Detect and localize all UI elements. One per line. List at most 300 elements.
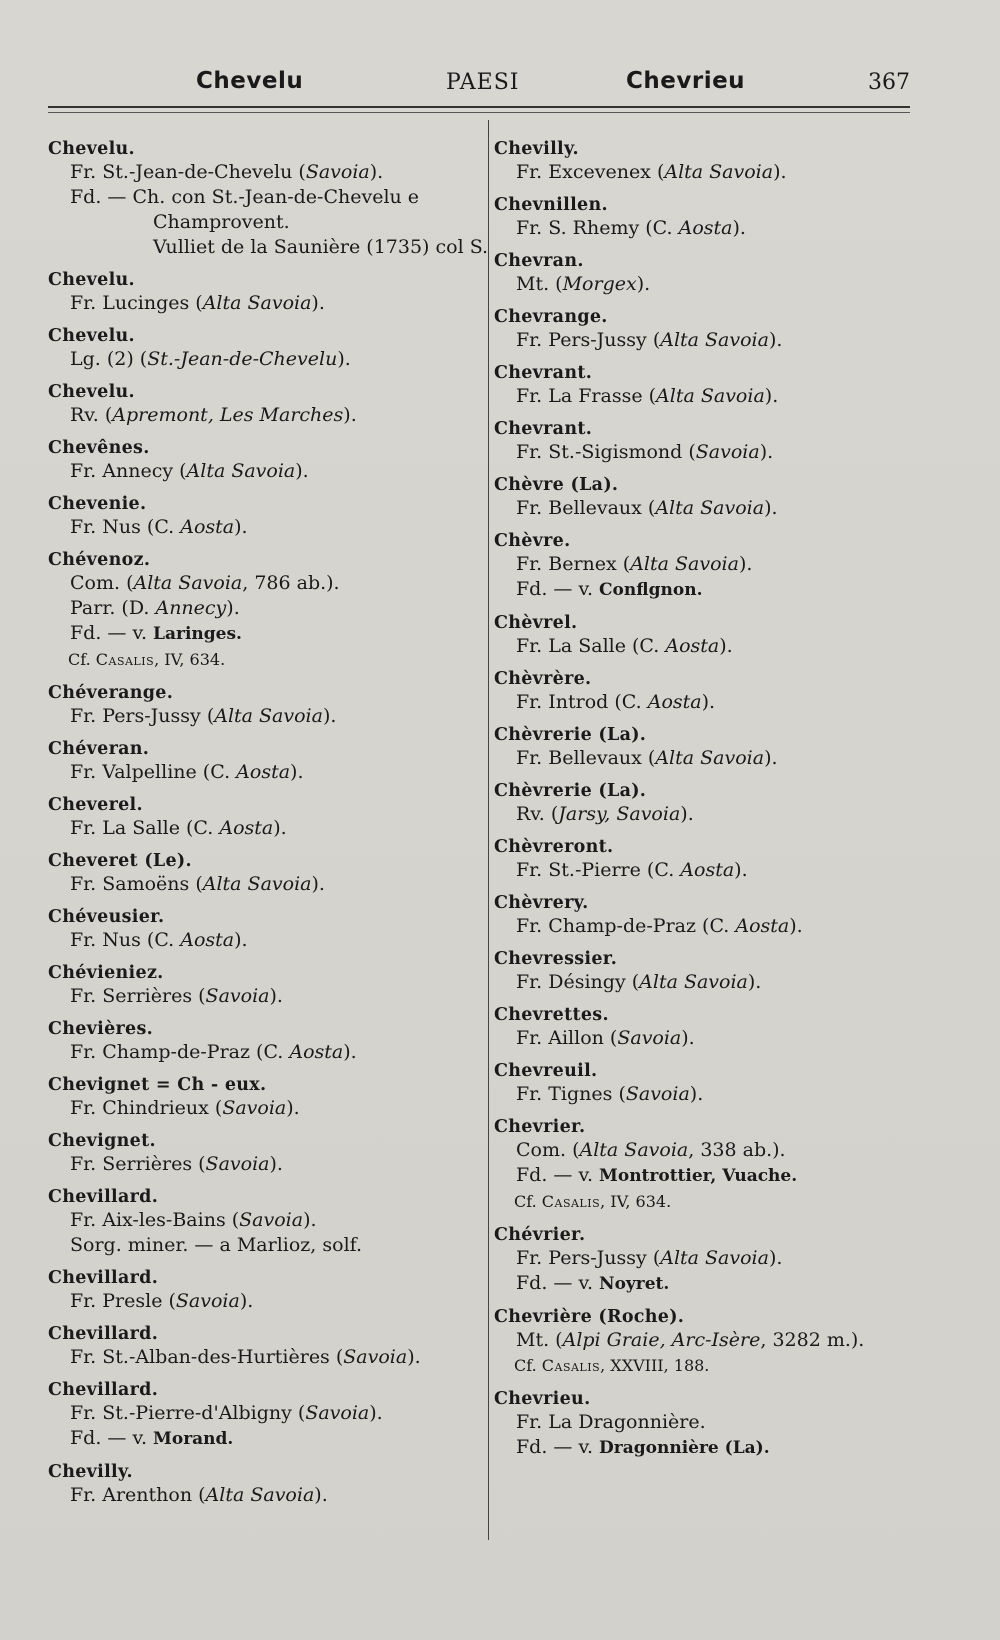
dictionary-entry	[48, 1018, 478, 1065]
line-text: Fr. Arenthon (	[70, 1484, 206, 1506]
line-text: ).	[337, 348, 351, 370]
line-text: Rv. (	[516, 803, 559, 825]
see-reference: Montrottier, Vuache.	[599, 1166, 798, 1186]
line-text: Fd. — Ch. con St.-Jean-de-Chevelu e	[70, 186, 420, 208]
line-text: Fr. Annecy (	[70, 460, 187, 482]
line-text: Fr. Bellevaux (	[516, 747, 656, 769]
line-text: Fr. St.-Jean-de-Chevelu (	[70, 161, 306, 183]
place-name: Alta Savoia	[664, 161, 774, 183]
place-name: Savoia	[343, 1346, 408, 1368]
entry-headword: Chevignet = Ch - eux.	[48, 1075, 267, 1095]
place-name: Alta Savoia	[655, 747, 765, 769]
dictionary-entry	[494, 1060, 924, 1107]
dictionary-entry	[48, 493, 478, 540]
see-reference: Conflgnon.	[599, 580, 703, 600]
line-text: Fr. Chindrieux (	[70, 1097, 223, 1119]
line-text: Fr. La Salle (C.	[516, 635, 666, 657]
entry-line	[494, 160, 924, 185]
place-name: Alta Savoia	[202, 292, 312, 314]
line-text: ).	[311, 873, 325, 895]
see-reference: Laringes.	[153, 624, 242, 644]
line-text: ).	[689, 1083, 704, 1105]
line-text: Fr. Aix-les-Bains (	[70, 1209, 240, 1231]
entry-headword: Chevran.	[494, 251, 584, 271]
line-text: , 3282 m.).	[760, 1329, 865, 1351]
line-text: Fr. Tignes (	[516, 1083, 626, 1105]
line-text: ).	[680, 803, 694, 825]
place-name: Savoia	[175, 1290, 240, 1312]
place-name: Alta Savoia	[214, 705, 323, 727]
see-reference: Dragonnière (La).	[599, 1438, 770, 1458]
line-text: ).	[764, 497, 778, 519]
entry-line	[48, 347, 478, 372]
entry-line	[494, 328, 924, 353]
line-text: ).	[681, 1027, 695, 1049]
line-text: Fr. Champ-de-Praz (C.	[516, 915, 736, 937]
dictionary-entry	[48, 381, 478, 428]
dictionary-entry	[48, 549, 478, 673]
place-name: Alpi Graie, Arc-Isère	[562, 1329, 761, 1351]
line-text: Fd. — v.	[516, 1164, 600, 1186]
line-text: Fr. Pers-Jussy (	[516, 1247, 661, 1269]
dictionary-entry	[48, 1461, 478, 1508]
dictionary-entry	[48, 138, 489, 260]
entry-line	[48, 571, 478, 596]
entry-headword: Chevrettes.	[494, 1005, 609, 1025]
entry-line	[48, 1483, 478, 1508]
place-name: Aosta	[219, 817, 274, 839]
entry-line	[48, 816, 478, 841]
entry-headword: Chevillard.	[48, 1324, 159, 1344]
entry-line	[48, 1096, 478, 1121]
place-name: Aosta	[678, 217, 733, 239]
entry-line	[48, 160, 478, 185]
line-text: Mt. (	[516, 1329, 563, 1351]
line-text: Fr. Lucinges (	[70, 292, 203, 314]
line-text: ).	[343, 404, 357, 426]
entry-headword: Chèvreront.	[494, 837, 614, 857]
line-text: ).	[273, 817, 287, 839]
entry-headword: Chèvrel.	[494, 613, 578, 633]
entry-headword: Chèvrery.	[494, 893, 589, 913]
place-name: Aosta	[647, 691, 702, 713]
entry-headword: Chevelu.	[48, 139, 135, 159]
header-rule-thin	[48, 112, 910, 113]
entry-headword: Chevrieu.	[494, 1389, 591, 1409]
entry-line	[48, 403, 478, 428]
line-text: ).	[764, 747, 778, 769]
line-text: Lg. (2) (	[70, 348, 148, 370]
entry-headword: Chèvrère.	[494, 669, 592, 689]
line-text: ).	[369, 1402, 383, 1424]
line-text: Fr. St.-Pierre (C.	[516, 859, 681, 881]
entry-headword: Chèvre (La).	[494, 475, 619, 495]
line-text: ).	[303, 1209, 317, 1231]
line-text: Fr. Presle (	[70, 1290, 176, 1312]
entry-headword: Chevelu.	[48, 382, 135, 402]
dictionary-entry	[48, 1130, 478, 1177]
line-text: Fr. St.-Pierre-d'Albigny (	[70, 1402, 306, 1424]
line-text: ).	[732, 217, 746, 239]
source-name: Casalis	[541, 1356, 601, 1375]
place-name: Savoia	[239, 1209, 304, 1231]
dictionary-entry	[494, 612, 924, 659]
dictionary-entry	[494, 362, 924, 409]
line-text: Fr. Désingy (	[516, 971, 640, 993]
dictionary-entry	[48, 325, 478, 372]
entry-line	[48, 760, 478, 785]
dictionary-entry	[494, 780, 924, 827]
entry-headword: Chevignet.	[48, 1131, 156, 1151]
place-name: Aosta	[735, 915, 790, 937]
entry-line	[494, 496, 924, 521]
entry-line	[494, 634, 924, 659]
dictionary-entry	[48, 1074, 478, 1121]
line-text: Vulliet de la Saunière (1735) col S.	[153, 236, 489, 258]
place-name: Alta Savoia	[205, 1484, 315, 1506]
dictionary-entry	[48, 1323, 478, 1370]
entry-line	[48, 291, 478, 316]
entry-line	[494, 1163, 924, 1189]
place-name: Alta Savoia	[655, 497, 765, 519]
line-text: Fr. Nus (C.	[70, 929, 181, 951]
header-left-guideword: Chevelu	[196, 68, 304, 94]
line-text: ).	[269, 1153, 283, 1175]
line-text: ).	[734, 859, 748, 881]
cross-reference	[494, 1353, 924, 1379]
place-name: Aosta	[236, 761, 291, 783]
place-name: Alta Savoia	[656, 385, 765, 407]
entry-headword: Chevressier.	[494, 949, 618, 969]
source-name: Casalis	[95, 650, 155, 669]
entry-headword: Chevillard.	[48, 1187, 159, 1207]
line-text: , XXVIII, 188.	[600, 1356, 710, 1375]
place-name: Aosta	[289, 1041, 344, 1063]
line-text: ).	[768, 1247, 783, 1269]
place-name: Savoia	[617, 1027, 682, 1049]
dictionary-entry	[494, 474, 924, 521]
line-text: ).	[269, 985, 283, 1007]
entry-line	[48, 210, 478, 235]
entry-headword: Chéverange.	[48, 683, 174, 703]
line-text: ).	[295, 460, 309, 482]
entry-line	[48, 928, 478, 953]
place-name: Alta Savoia	[630, 553, 739, 575]
dictionary-entry	[494, 306, 924, 353]
dictionary-entry	[494, 1388, 924, 1461]
entry-headword: Chevilly.	[48, 1462, 133, 1482]
entry-line	[494, 858, 924, 883]
line-text: Fr. Serrières (	[70, 985, 206, 1007]
line-text: Sorg. miner. — a Marlioz, solf.	[70, 1234, 363, 1256]
line-text: Fr. Introd (C.	[516, 691, 648, 713]
line-text: ).	[719, 635, 733, 657]
place-name: Alta Savoia	[660, 329, 769, 351]
entry-line	[494, 914, 924, 939]
line-text: Fd. — v.	[70, 622, 154, 644]
entry-headword: Chevilly.	[494, 139, 579, 159]
entry-line	[494, 552, 924, 577]
dictionary-entry	[48, 682, 478, 729]
place-name: Savoia	[305, 1402, 370, 1424]
line-text: ).	[234, 929, 248, 951]
line-text: Fr. Aillon (	[516, 1027, 618, 1049]
entry-line	[48, 235, 489, 260]
dictionary-entry	[48, 738, 478, 785]
line-text: Fr. Pers-Jussy (	[70, 705, 215, 727]
dictionary-entry	[48, 1379, 478, 1452]
line-text: Fr. St.-Sigismond (	[516, 441, 696, 463]
line-text: Rv. (	[70, 404, 113, 426]
entry-line	[48, 1152, 478, 1177]
entry-headword: Chèvrerie (La).	[494, 781, 647, 801]
page-number: 367	[868, 70, 910, 95]
entry-line	[48, 984, 478, 1009]
line-text: Com. (	[70, 572, 134, 594]
line-text: Cf.	[68, 650, 96, 669]
entry-headword: Chevrière (Roche).	[494, 1307, 685, 1327]
place-name: Alta Savoia	[639, 971, 748, 993]
entry-headword: Chevreuil.	[494, 1061, 598, 1081]
dictionary-entry	[494, 250, 924, 297]
line-text: Mt. (	[516, 273, 563, 295]
line-text: ).	[738, 553, 753, 575]
entry-line	[494, 1082, 924, 1107]
dictionary-entry	[494, 194, 924, 241]
line-text: ).	[369, 161, 384, 183]
entry-line	[48, 704, 478, 729]
line-text: Fr. Samoëns (	[70, 873, 203, 895]
line-text: Fr. Excevenex (	[516, 161, 665, 183]
entry-headword: Chevrant.	[494, 363, 593, 383]
entry-line	[494, 1271, 924, 1297]
entry-line	[48, 1208, 478, 1233]
dictionary-entry	[48, 269, 478, 316]
dictionary-entry	[494, 138, 924, 185]
entry-headword: Chéveusier.	[48, 907, 165, 927]
entry-headword: Chévenoz.	[48, 550, 151, 570]
dictionary-entry	[494, 948, 924, 995]
place-name: Aosta	[180, 516, 235, 538]
entry-line	[48, 596, 478, 621]
line-text: Fr. Valpelline (C.	[70, 761, 237, 783]
entry-headword: Chévieniez.	[48, 963, 164, 983]
entry-line	[48, 1345, 478, 1370]
line-text: Com. (	[516, 1139, 580, 1161]
line-text: ).	[226, 597, 240, 619]
entry-line	[494, 384, 924, 409]
dictionary-entry	[48, 437, 478, 484]
entry-line	[494, 440, 924, 465]
place-name: Savoia	[625, 1083, 690, 1105]
entry-headword: Chevelu.	[48, 270, 135, 290]
line-text: Fd. — v.	[516, 578, 600, 600]
entry-line	[48, 459, 478, 484]
line-text: , 338 ab.).	[688, 1139, 786, 1161]
header-right-guideword: Chevrieu	[626, 68, 746, 94]
line-text: ).	[773, 161, 787, 183]
dictionary-entry	[494, 668, 924, 715]
line-text: , IV, 634.	[154, 650, 226, 669]
place-name: Aosta	[665, 635, 720, 657]
line-text: ).	[311, 292, 325, 314]
line-text: ).	[407, 1346, 421, 1368]
entry-headword: Chevillard.	[48, 1380, 159, 1400]
cross-reference	[494, 1189, 924, 1215]
dictionary-entry	[494, 892, 924, 939]
line-text: ).	[636, 273, 651, 295]
line-text: ).	[234, 516, 248, 538]
line-text: Cf.	[514, 1356, 542, 1375]
line-text: , IV, 634.	[600, 1192, 672, 1211]
entry-line	[494, 746, 924, 771]
place-name: Savoia	[205, 1153, 270, 1175]
entry-line	[48, 1426, 478, 1452]
line-text: ).	[747, 971, 762, 993]
entry-line	[494, 1435, 924, 1461]
line-text: Fr. S. Rhemy (C.	[516, 217, 679, 239]
entry-headword: Chevenie.	[48, 494, 147, 514]
place-name: Morgex	[562, 273, 637, 295]
dictionary-entry	[494, 418, 924, 465]
place-name: Alta Savoia	[186, 460, 296, 482]
entry-line	[494, 577, 924, 603]
line-text: ).	[286, 1097, 300, 1119]
line-text: Fr. St.-Alban-des-Hurtières (	[70, 1346, 344, 1368]
place-name: St.-Jean-de-Chevelu	[147, 348, 338, 370]
dictionary-entry	[48, 850, 478, 897]
line-text: Fr. Champ-de-Praz (C.	[70, 1041, 290, 1063]
dictionary-entry	[494, 1004, 924, 1051]
entry-line	[494, 1410, 924, 1435]
entry-headword: Cheverel.	[48, 795, 143, 815]
line-text: ).	[322, 705, 337, 727]
entry-headword: Chevières.	[48, 1019, 154, 1039]
entry-headword: Chéveran.	[48, 739, 150, 759]
entry-line	[494, 690, 924, 715]
entry-headword: Chevelu.	[48, 326, 135, 346]
entry-headword: Chevnillen.	[494, 195, 608, 215]
place-name: Savoia	[305, 161, 370, 183]
place-name: Apremont, Les Marches	[112, 404, 344, 426]
place-name: Savoia	[695, 441, 760, 463]
entry-headword: Chèvrerie (La).	[494, 725, 647, 745]
place-name: Alta Savoia	[202, 873, 312, 895]
dictionary-entry	[48, 1186, 478, 1258]
line-text: Cf.	[514, 1192, 542, 1211]
entry-line	[494, 970, 924, 995]
place-name: Alta Savoia	[579, 1139, 689, 1161]
entry-line	[494, 216, 924, 241]
line-text: Parr. (D.	[70, 597, 156, 619]
line-text: ).	[789, 915, 803, 937]
line-text: ).	[759, 441, 774, 463]
header-section-title: PAESI	[446, 70, 520, 95]
place-name: Jarsy, Savoia	[558, 803, 681, 825]
dictionary-entry	[494, 1224, 924, 1297]
entry-headword: Chevillard.	[48, 1268, 159, 1288]
entry-headword: Chévrier.	[494, 1225, 586, 1245]
dictionary-entry	[494, 1116, 924, 1215]
place-name: Alta Savoia	[133, 572, 243, 594]
line-text: Fr. Serrières (	[70, 1153, 206, 1175]
dictionary-entry	[494, 1306, 924, 1379]
place-name: Aosta	[680, 859, 735, 881]
line-text: Fr. Bernex (	[516, 553, 631, 575]
dictionary-entry	[494, 530, 924, 603]
line-text: Fd. — v.	[516, 1272, 600, 1294]
entry-headword: Chèvre.	[494, 531, 571, 551]
place-name: Aosta	[180, 929, 235, 951]
line-text: ).	[701, 691, 716, 713]
entry-headword: Chevrange.	[494, 307, 608, 327]
entry-headword: Cheveret (Le).	[48, 851, 192, 871]
place-name: Alta Savoia	[660, 1247, 769, 1269]
line-text: ).	[768, 329, 783, 351]
line-text: Fr. La Salle (C.	[70, 817, 220, 839]
entry-line	[494, 1138, 924, 1163]
left-column	[48, 138, 489, 1517]
dictionary-entry	[48, 906, 478, 953]
source-name: Casalis	[541, 1192, 601, 1211]
entry-line	[48, 1040, 478, 1065]
line-text: Fr. Nus (C.	[70, 516, 181, 538]
entry-headword: Chevênes.	[48, 438, 150, 458]
dictionary-entry	[494, 724, 924, 771]
running-header	[48, 66, 910, 100]
entry-line	[48, 515, 478, 540]
line-text: Fr. La Frasse (	[516, 385, 657, 407]
cross-reference	[48, 647, 478, 673]
entry-line	[48, 1401, 478, 1426]
right-column	[494, 138, 924, 1470]
entry-line	[494, 1328, 924, 1353]
dictionary-entry	[48, 1267, 478, 1314]
entry-headword: Chevrant.	[494, 419, 593, 439]
line-text: ).	[343, 1041, 357, 1063]
entry-line	[48, 1289, 478, 1314]
line-text: ).	[290, 761, 304, 783]
entry-line	[48, 1233, 478, 1258]
entry-line	[48, 621, 478, 647]
line-text: Fr. Pers-Jussy (	[516, 329, 661, 351]
line-text: ).	[314, 1484, 328, 1506]
line-text: Fd. — v.	[70, 1427, 154, 1449]
dictionary-entry	[48, 962, 478, 1009]
see-reference: Morand.	[153, 1429, 234, 1449]
entry-line	[48, 872, 478, 897]
line-text: , 786 ab.).	[242, 572, 340, 594]
see-reference: Noyret.	[599, 1274, 670, 1294]
dictionary-entry	[494, 836, 924, 883]
line-text: Fd. — v.	[516, 1436, 600, 1458]
entry-line	[494, 802, 924, 827]
entry-line	[48, 185, 478, 210]
entry-headword: Chevrier.	[494, 1117, 586, 1137]
line-text: Fr. La Dragonnière.	[516, 1411, 706, 1433]
entry-line	[494, 272, 924, 297]
place-name: Savoia	[205, 985, 270, 1007]
place-name: Savoia	[222, 1097, 287, 1119]
entry-line	[494, 1026, 924, 1051]
column-divider	[488, 120, 489, 1540]
line-text: Champrovent.	[153, 211, 290, 233]
line-text: ).	[239, 1290, 254, 1312]
line-text: Fr. Bellevaux (	[516, 497, 656, 519]
dictionary-entry	[48, 794, 478, 841]
header-rule	[48, 106, 910, 108]
entry-line	[494, 1246, 924, 1271]
